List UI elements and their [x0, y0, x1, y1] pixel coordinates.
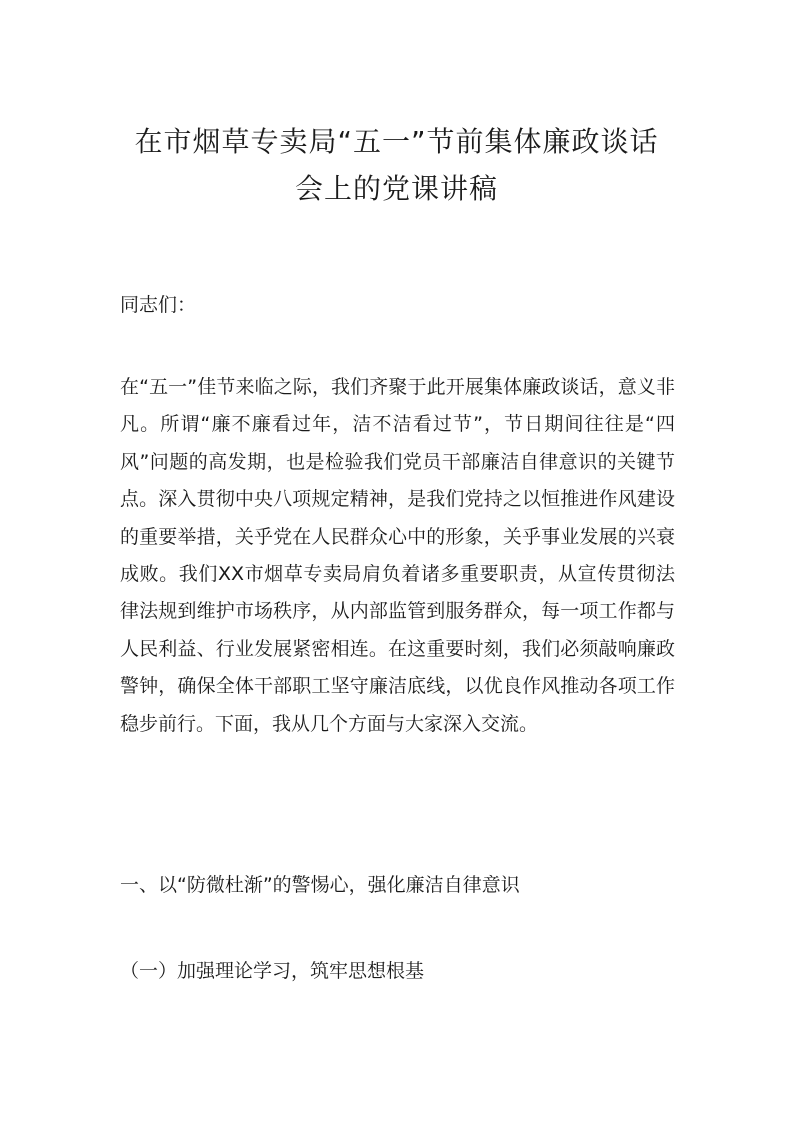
salutation: 同志们：: [120, 294, 197, 316]
subsection-heading-1: （一）加强理论学习，筑牢思想根基: [120, 960, 425, 982]
document-title-line-2: 会上的党课讲稿: [294, 172, 498, 205]
document-title-line-1: 在市烟草专卖局“五一”节前集体廉政谈话: [134, 125, 659, 158]
section-heading-1: 一、以“防微杜渐”的警惕心，强化廉洁自律意识: [120, 874, 520, 896]
body-paragraph: 在“五一”佳节来临之际，我们齐聚于此开展集体廉政谈话，意义非凡。所谓“廉不廉看过年，洁不洁看过节”，节日期间往往是“四风”问题的高发期，也是检验我们党员干部廉洁自律意识的关键节点。深入贯彻中央八项规定精神，是我们党持之以恒推进作风建设的重要举措，关乎党在人民群众心中的形象，关乎事业发展的兴衰成败。我们XX市烟草专卖局肩负着诸多重要职责，从宣传贯彻法律法规到维护市场秩序，从内部监管到服务群众，每一项工作都与人民利益、行业发展紧密相连。在这重要时刻，我们必须敲响廉政警钟，确保全体干部职工坚守廉洁底线，以优良作风推动各项工作稳步前行。下面，我从几个方面与大家深入交流。: [120, 376, 675, 735]
